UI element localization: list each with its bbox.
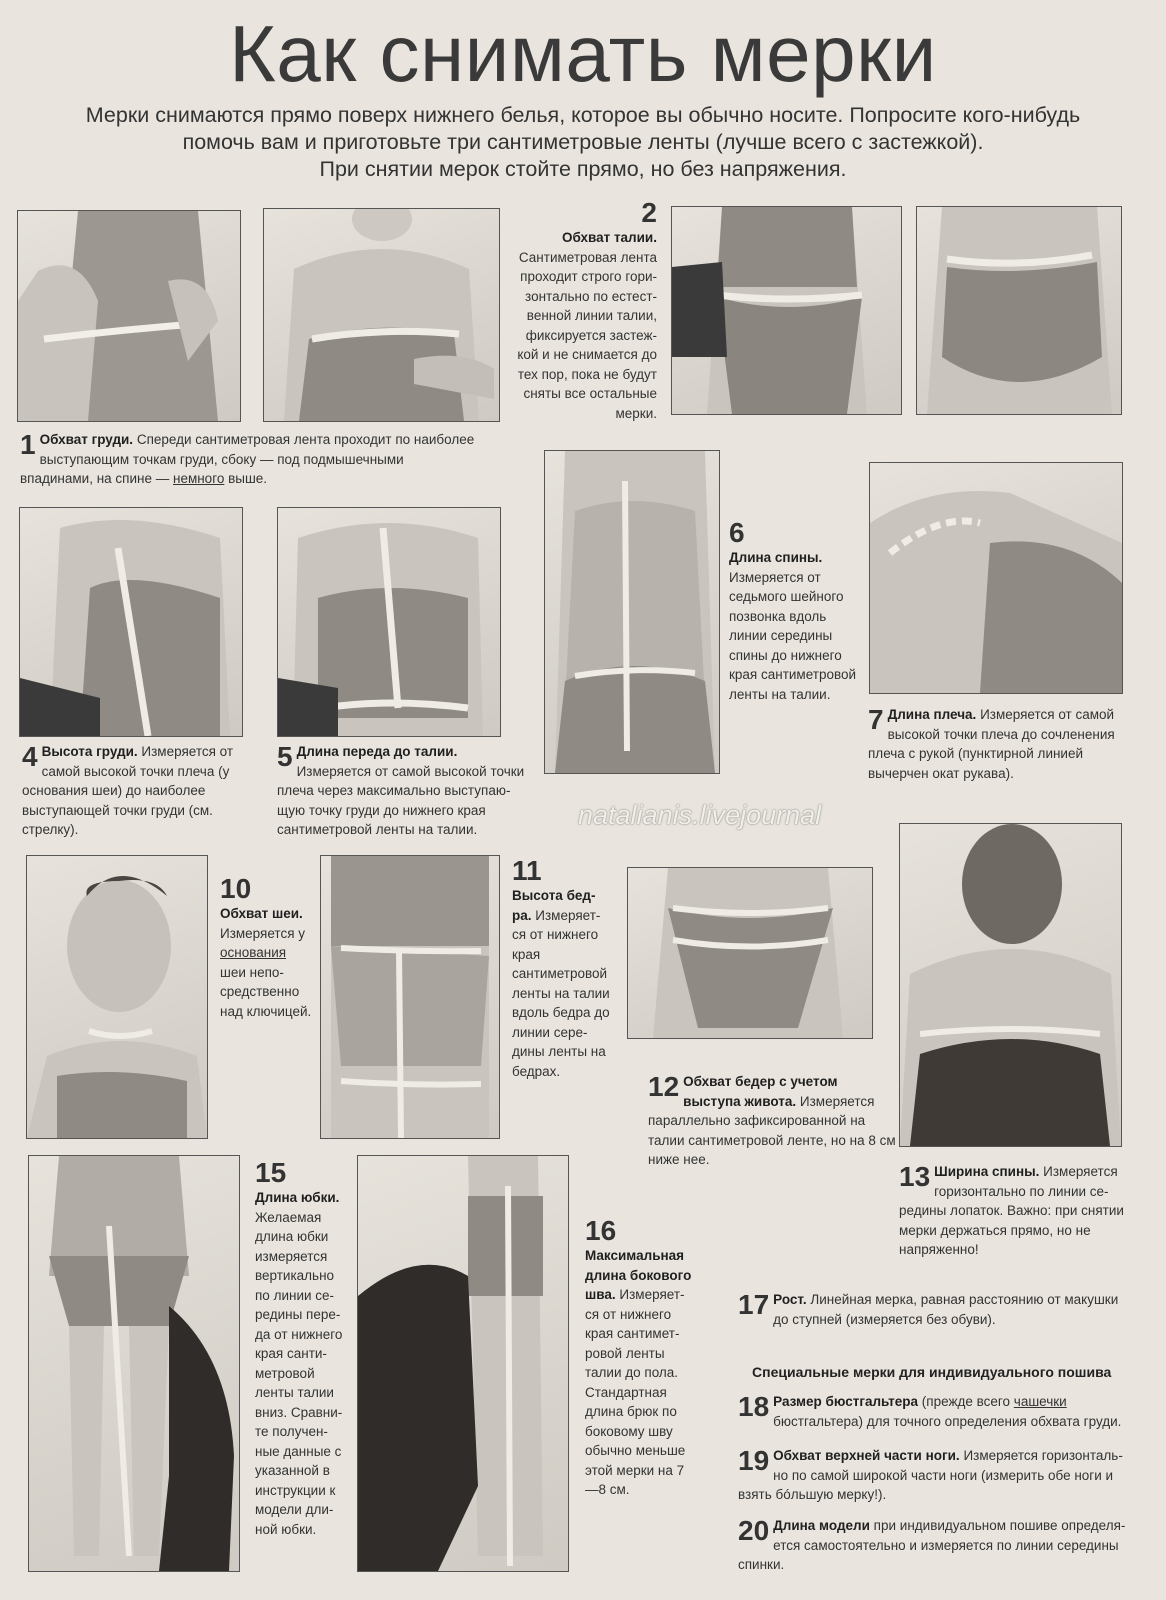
intro-line-2: помочь вам и приготовьте три сантиметровые ленты (лучше всего с застежкой). bbox=[182, 130, 984, 154]
measure-title: Размер бюстгальтера bbox=[773, 1394, 919, 1409]
measure-text-end: шеи непо-средственно над ключицей. bbox=[220, 964, 312, 1019]
photo-front-waist-length bbox=[277, 507, 501, 737]
photo-figure bbox=[545, 451, 719, 773]
photo-figure bbox=[278, 508, 500, 736]
measure-20 bbox=[738, 1516, 1134, 1575]
measure-text: (прежде всего bbox=[918, 1394, 1014, 1409]
measure-text: Измеряется от самой высокой точки плеча (у основания шеи) до наиболее выступающей точки груди (см. стрелку). bbox=[22, 744, 234, 837]
measure-text: Измеряется горизонталь-но по самой широкой части ноги (измерить обе ноги и взять бóльшую мерку!). bbox=[738, 1448, 1123, 1502]
measure-emphasis: немного bbox=[172, 471, 225, 486]
measure-10 bbox=[220, 873, 312, 1021]
photo-back-length bbox=[544, 450, 720, 774]
measure-title: Обхват талии. bbox=[561, 230, 657, 245]
measure-title: Рост. bbox=[773, 1292, 807, 1307]
measure-text: Измеряется от самой высокой точки плеча через максимально выступаю-щую точку груди до нижнего края сантиметровой ленты на талии. bbox=[277, 763, 525, 837]
photo-waist-front bbox=[671, 206, 902, 415]
measure-text: Измеряется от седьмого шейного позвонка вдоль линии середины спины до нижнего края сантиметровой ленты на талии. bbox=[729, 569, 857, 702]
measure-number: 15 bbox=[255, 1157, 287, 1188]
photo-bust-back bbox=[17, 210, 241, 422]
measure-number: 12 bbox=[648, 1071, 680, 1102]
photo-back-width bbox=[899, 823, 1122, 1147]
measure-title: Ширина спины. bbox=[934, 1164, 1040, 1179]
measure-text: Желаемая длина юбки измеряется вертикально по линии се-редины пере-да от нижнего края санти-метровой ленты талии вниз. Сравни-те получен-ные данные с указанной в инструкции к модели дли-ной юбки. bbox=[255, 1209, 343, 1537]
measure-number: 18 bbox=[738, 1391, 770, 1422]
measure-title: Обхват бедер с учетом выступа живота. bbox=[683, 1074, 838, 1109]
measure-number: 11 bbox=[512, 855, 542, 886]
measure-emphasis: чашечки bbox=[1013, 1394, 1067, 1409]
measure-text: Измеряет-ся от нижнего края сантиметровой ленты на талии вдоль бедра до линии сере-дины ленты на бедрах. bbox=[512, 907, 610, 1079]
measure-text-end: выше. bbox=[224, 471, 268, 486]
measure-text: при индивидуальном пошиве определя-ется самостоятельно и измеряется по линии середины спинки. bbox=[738, 1518, 1126, 1572]
measure-17 bbox=[738, 1290, 1134, 1329]
measure-text: Спереди сантиметровая лента проходит по наиболее выступающим точкам груди, сбоку — под подмышечными впадинами, на спине — bbox=[20, 432, 475, 486]
special-measures-heading: Специальные мерки для индивидуального пошива bbox=[752, 1364, 1112, 1380]
photo-neck bbox=[26, 855, 208, 1139]
measure-title: Длина переда до талии. bbox=[296, 744, 458, 759]
measure-number: 10 bbox=[220, 873, 252, 904]
intro-text bbox=[20, 102, 1146, 183]
measure-13 bbox=[899, 1162, 1139, 1260]
measure-19 bbox=[738, 1446, 1134, 1505]
photo-figure bbox=[20, 508, 242, 736]
measure-title: Высота груди. bbox=[41, 744, 138, 759]
photo-bust-front bbox=[263, 208, 500, 422]
watermark: natalianis.livejournal bbox=[578, 800, 822, 830]
photo-figure bbox=[27, 856, 207, 1138]
measure-number: 13 bbox=[899, 1161, 931, 1192]
measure-emphasis: основания bbox=[220, 945, 287, 960]
page-title: Как снимать мерки bbox=[229, 9, 937, 98]
measure-title: Длина модели bbox=[773, 1518, 870, 1533]
photo-figure bbox=[264, 209, 499, 421]
measure-7 bbox=[868, 705, 1138, 783]
measure-number: 1 bbox=[20, 429, 36, 460]
photo-waist-back bbox=[916, 206, 1122, 415]
photo-bust-height bbox=[19, 507, 243, 737]
measure-4 bbox=[22, 742, 262, 840]
photo-hips-belly bbox=[627, 867, 873, 1039]
photo-figure bbox=[358, 1156, 568, 1571]
measure-number: 4 bbox=[22, 741, 38, 772]
photo-figure bbox=[628, 868, 872, 1038]
measure-text: Измеряется от самой высокой точки плеча до сочленения плеча с рукой (пунктирной линией вычерчен окат рукава). bbox=[868, 707, 1115, 781]
measure-number: 2 bbox=[641, 197, 657, 228]
measure-title: Обхват шеи. bbox=[220, 906, 303, 921]
measure-number: 5 bbox=[277, 741, 293, 772]
measure-5 bbox=[277, 742, 532, 840]
measure-number: 17 bbox=[738, 1289, 770, 1320]
measure-2 bbox=[505, 197, 657, 423]
measure-title: Длина спины. bbox=[729, 550, 823, 565]
measure-12 bbox=[648, 1072, 898, 1170]
photo-figure bbox=[29, 1156, 239, 1571]
measure-text: Сантиметровая лента проходит строго гори-зонтально по естест-венной линии талии, фиксируется застеж-кой и не снимается до тех пор, пока не будут сняты все остальные мерки. bbox=[517, 249, 657, 421]
measure-title: Длина плеча. bbox=[887, 707, 977, 722]
measure-text: Измеряется у bbox=[220, 925, 306, 941]
measure-1 bbox=[20, 430, 480, 489]
intro-line-3: При снятии мерок стойте прямо, но без напряжения. bbox=[319, 157, 847, 181]
photo-shoulder-length bbox=[869, 462, 1123, 694]
measure-title: Обхват верхней части ноги. bbox=[773, 1448, 960, 1463]
measure-15 bbox=[255, 1157, 343, 1539]
photo-figure bbox=[870, 463, 1122, 693]
photo-figure bbox=[900, 824, 1121, 1146]
measure-title: Обхват груди. bbox=[39, 432, 134, 447]
photo-skirt-length bbox=[28, 1155, 240, 1572]
photo-figure bbox=[18, 211, 240, 421]
measure-number: 7 bbox=[868, 704, 884, 735]
measure-16 bbox=[585, 1215, 697, 1500]
measure-text-end: бюстгальтера) для точного определения обхвата груди. bbox=[773, 1413, 1122, 1429]
measure-title: Длина юбки. bbox=[255, 1190, 340, 1205]
measure-11 bbox=[512, 855, 612, 1081]
measure-title: Максимальная длина бокового шва. bbox=[585, 1248, 692, 1302]
measure-text: Измеряется параллельно зафиксированной на талии сантиметровой ленте, но на 8 см ниже нее. bbox=[648, 1093, 896, 1167]
measure-number: 16 bbox=[585, 1215, 617, 1246]
measure-text: Измеряет-ся от нижнего края сантимет-ровой ленты талии до пола. Стандартная длина брюк по боковому шву обычно меньше этой мерки на 7—8 см. bbox=[585, 1287, 686, 1497]
measure-title: Высота бед-ра. bbox=[512, 888, 596, 923]
measure-number: 6 bbox=[729, 517, 745, 548]
measure-text: Измеряется горизонтально по линии се-редины лопаток. Важно: при снятии мерки держаться прямо, но не напряженно! bbox=[899, 1164, 1124, 1257]
measure-number: 20 bbox=[738, 1515, 770, 1546]
photo-figure bbox=[672, 207, 901, 414]
photo-figure bbox=[321, 856, 499, 1138]
measure-text: Линейная мерка, равная расстоянию от макушки до ступней (измеряется без обуви). bbox=[773, 1292, 1119, 1327]
photo-side-seam bbox=[357, 1155, 569, 1572]
measure-6 bbox=[729, 517, 857, 704]
intro-line-1: Мерки снимаются прямо поверх нижнего белья, которое вы обычно носите. Попросите кого-нибудь bbox=[85, 103, 1081, 127]
photo-figure bbox=[917, 207, 1121, 414]
photo-hip-height bbox=[320, 855, 500, 1139]
measure-18 bbox=[738, 1392, 1134, 1431]
measure-number: 19 bbox=[738, 1445, 770, 1476]
